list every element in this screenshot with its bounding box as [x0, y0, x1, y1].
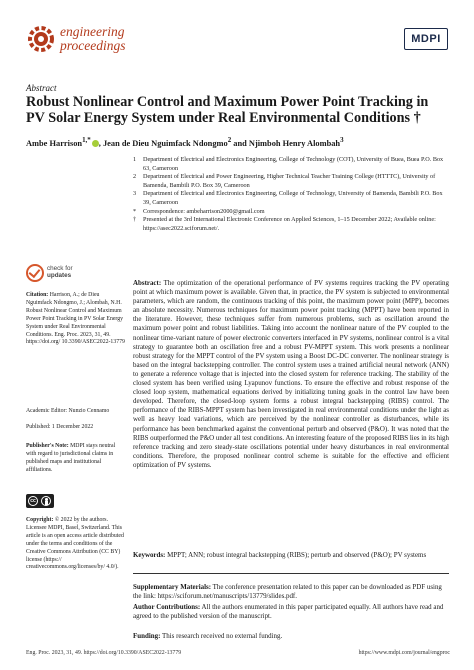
copyright-text[interactable]: © 2022 by the authors. Licensee MDPI, Basel, Switzerland. This article is an open access article distributed under the terms and conditions of the Creative Commons Attribution (CC BY) license (https:// creativecommons.org/licenses/by/ 4.0/).: [26, 517, 124, 571]
mdpi-logo-text: MDPI: [411, 33, 441, 45]
publisher-note: [26, 443, 126, 475]
check-updates-label: [47, 265, 73, 279]
affiliation-mark: 3: [133, 190, 137, 198]
affiliation-item: [133, 190, 449, 207]
mdpi-logo[interactable]: [404, 28, 448, 50]
author-list: [26, 136, 450, 148]
cc-by-license-badge[interactable]: [26, 494, 54, 508]
abstract-label: Abstract:: [133, 279, 162, 287]
affiliation-mark: 1: [133, 156, 137, 163]
journal-name[interactable]: [60, 25, 125, 53]
footer-journal-link[interactable]: https://www.mdpi.com/journal/engproc: [358, 650, 450, 656]
supplementary-label: Supplementary Materials:: [133, 583, 212, 591]
publisher-note-text: MDPI stays neutral with regard to jurisdictional claims in published maps and institutional affiliations.: [26, 443, 116, 473]
article-title-text: Robust Nonlinear Control and Maximum Power Point Tracking in PV Solar Energy System under Real Environmental Conditions: [26, 94, 429, 126]
check-updates-line2: updates: [47, 272, 72, 279]
citation-text[interactable]: Harrison, A.; de Dieu Nguimfack Ndongmo, J.; Alombah, N.H. Robust Nonlinear Control and Maximum Power Point Tracking in PV Solar Energy System under Real Environmental Conditions. Eng. Proc. 2023, 31, 49. https://doi.org/ 10.3390/ASEC2022-13779: [26, 292, 125, 346]
citation-block: [26, 292, 126, 347]
publisher-note-label: Publisher's Note:: [26, 443, 69, 449]
academic-editor: Academic Editor: Nunzio Cennamo: [26, 408, 110, 414]
affiliation-text: Department of Electrical and Electronics Engineering, College of Technology (COT), University of Buea, Buea P.O. Box 63, Cameroon: [143, 156, 444, 172]
author-sup: 3: [340, 136, 344, 144]
affiliation-mark: †: [133, 216, 137, 224]
citation-label: Citation:: [26, 292, 49, 298]
abstract-text: The optimization of the operational performance of PV systems requires tracking the PV operating point at which maximum power is available. Given that, in practice, the PV system is subjected to environmental parameters, which are random, the continuous tracking of this point, the maximum power point (MPP), becomes an absolute necessity. Numerous techniques for maximum power point tracking (MPPT) have been reported in the literature. However, these techniques suffer from numerous problems, such as oscillation around the maximum power point and robust liabilities. Taking into account the nonlinear nature of the PV coupled to the nonlinear time-variant nature of power electronic converters interfaced in PV systems, nonlinear control is a vital strategy to guarantee both an oscillation free and a robust PV-MPPT system. This work presents a nonlinear robust strategy for the MPPT control of the PV system using a Boost DC-DC converter. The nonlinear strategy is based on the integral backstepping controller. The control system uses a trained artificial neural network (ANN) to generate a reference voltage that is injected into the closed system for reference tracking. The stability of the closed system has been verified using Lyapunov functions. To ensure the effective and robust response of the closed loop system, mathematical equations derived by initializing tuning goals in the control law have been developed. Therefore, the closed-loop system forms a robust integral backstepping (RIBS) control. The performance of the RIBS-MPPT system has been investigated in real environmental conditions under the light as well as heavy load variations, which are perceived by the nonlinear controller as disturbances, while its performance has been benchmarked against the conventional perturb and observed (P&O). It was noted that the RIBS outperformed the P&O under all test conditions. An interesting feature of the proposed RIBS lies in its high reference tracking and zero steady-state oscillations potential under heavy disturbances in real environmental conditions. Therefore, the proposed nonlinear control scheme is suitable for the effective and efficient optimization of PV systems.: [133, 279, 449, 469]
affiliation-mark: 2: [133, 173, 137, 181]
funding-statement: [133, 632, 449, 641]
author-separator: ,: [98, 138, 103, 148]
journal-name-line1: engineering: [60, 24, 125, 39]
contributions-label: Author Contributions:: [133, 603, 201, 611]
author-name: Jean de Dieu Nguimfack Ndongmo: [102, 138, 228, 148]
keywords-section: [133, 551, 449, 560]
check-for-updates-button[interactable]: [26, 262, 86, 286]
abstract-section: [133, 279, 449, 470]
published-date: Published: 1 December 2022: [26, 424, 94, 430]
cc-icon: cc: [28, 496, 38, 506]
check-updates-line1: check for: [47, 265, 73, 272]
funding-text: This research received no external funding.: [162, 632, 283, 640]
author-separator: and: [231, 138, 249, 148]
keywords-label: Keywords:: [133, 551, 166, 559]
author-name: Ambe Harrison: [26, 138, 83, 148]
orcid-icon[interactable]: [92, 140, 99, 147]
conference-note-text[interactable]: Presented at the 3rd International Electronic Conference on Applied Sciences, 1–15 December 2022; Available online: https://asec2022.sciforum.net/.: [143, 216, 436, 232]
contributions-text: All the authors enumerated in this paper participated equally. All authors have read and agreed to the published version of the manuscript.: [133, 603, 444, 620]
gear-logo-icon: [26, 24, 56, 54]
funding-label: Funding:: [133, 632, 161, 640]
keywords-text: MPPT; ANN; robust integral backstepping (RIBS); perturb and observed (P&O); PV systems: [167, 551, 427, 559]
author-name: Njimboh Henry Alombah: [248, 138, 341, 148]
affiliation-text: Department of Electrical and Electronics Engineering, College of Technology, University of Bamenda, Bambili P.O. Box 39, Cameroon: [143, 190, 443, 206]
conference-note[interactable]: [133, 216, 449, 233]
correspondence-email[interactable]: Correspondence: ambeharrison2000@gmail.com: [143, 207, 265, 215]
affiliation-item: [133, 156, 449, 173]
journal-name-line2: proceedings: [60, 38, 126, 53]
check-updates-icon: [26, 264, 44, 282]
affiliations: [133, 156, 449, 233]
affiliation-mark: *: [133, 207, 137, 215]
correspondence[interactable]: [133, 208, 449, 217]
article-type: Abstract: [26, 83, 57, 93]
page-header: [26, 22, 450, 70]
section-divider: [133, 573, 449, 574]
author-sup: 2: [227, 136, 232, 144]
author-sup: 1,*: [82, 136, 91, 144]
copyright-label: Copyright:: [26, 517, 54, 523]
title-footnote-mark: †: [413, 110, 421, 126]
affiliation-text: Department of Electrical and Power Engineering, Higher Technical Teacher Training College (HTTTC), University of Bamenda, Bambili P.O. Box 39, Cameroon: [143, 173, 436, 189]
copyright-block: [26, 517, 126, 572]
author-contributions: [133, 603, 449, 621]
affiliation-item: [133, 173, 449, 190]
supplementary-materials: [133, 583, 449, 601]
footer-citation-link[interactable]: Eng. Proc. 2023, 31, 49. https://doi.org/10.3390/ASEC2022-13779: [26, 650, 182, 656]
by-person-icon: [41, 496, 51, 506]
article-title: [26, 94, 450, 126]
supplementary-text[interactable]: The conference presentation related to this paper can be downloaded as PDF using the link: https://sciforum.net/manuscripts/13779/slides.pdf.: [133, 583, 442, 600]
